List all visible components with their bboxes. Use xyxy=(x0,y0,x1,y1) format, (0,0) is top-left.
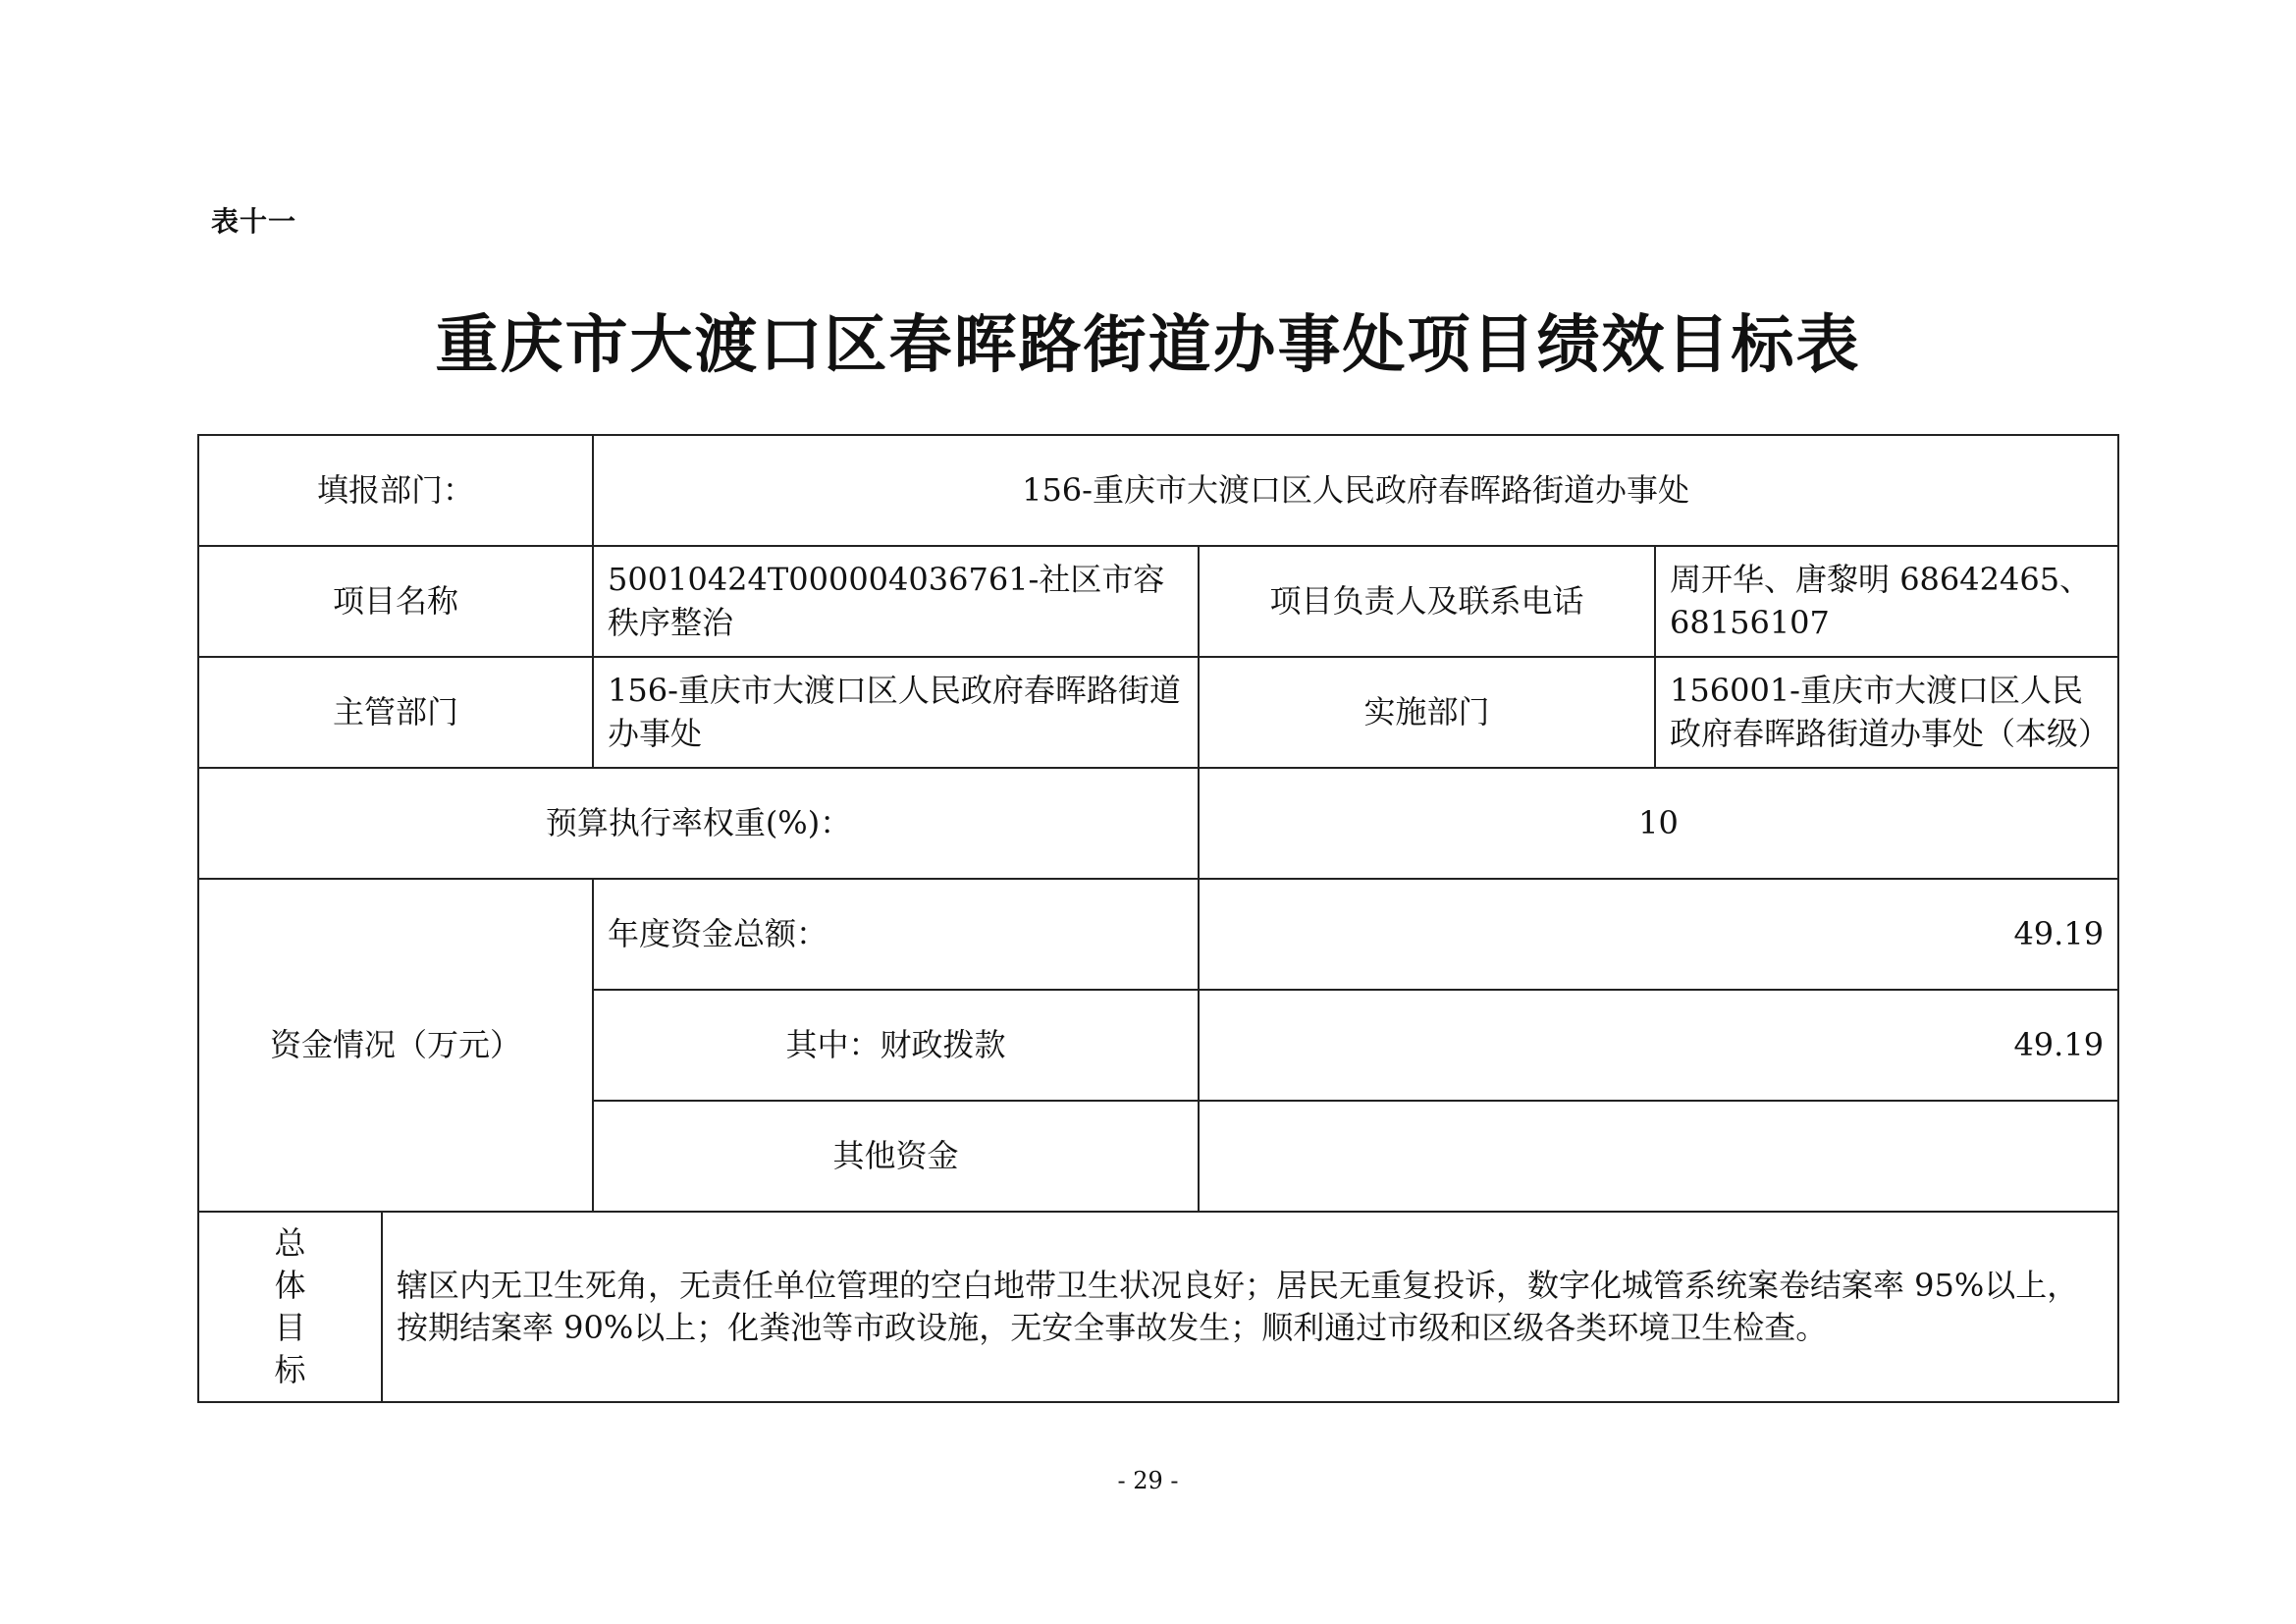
other-funds-value xyxy=(1199,1101,2118,1212)
authority-label: 主管部门 xyxy=(198,657,593,768)
fiscal-label: 其中：财政拨款 xyxy=(593,990,1199,1101)
goal-label-char: 标 xyxy=(274,1351,306,1388)
impl-value: 156001-重庆市大渡口区人民政府春晖路街道办事处（本级） xyxy=(1655,657,2118,768)
goal-label-char: 体 xyxy=(274,1267,306,1304)
table-number: 表十一 xyxy=(211,205,297,238)
other-funds-label: 其他资金 xyxy=(593,1101,1199,1212)
fiscal-value: 49.19 xyxy=(1199,990,2118,1101)
page-title: 重庆市大渡口区春晖路街道办事处项目绩效目标表 xyxy=(435,308,1861,382)
page-number: - 29 - xyxy=(1117,1467,1179,1494)
budget-weight-label: 预算执行率权重(%)： xyxy=(198,768,1199,879)
funds-label: 资金情况（万元） xyxy=(198,879,593,1212)
dept-label: 填报部门： xyxy=(198,435,593,546)
budget-weight-value: 10 xyxy=(1199,768,2118,879)
project-name-label: 项目名称 xyxy=(198,546,593,657)
goal-label xyxy=(198,1212,382,1402)
annual-value: 49.19 xyxy=(1199,879,2118,990)
contact-value: 周开华、唐黎明 68642465、68156107 xyxy=(1655,546,2118,657)
goal-label-char: 目 xyxy=(274,1309,306,1346)
project-name-value: 50010424T000004036761-社区市容秩序整治 xyxy=(593,546,1199,657)
goal-label-char: 总 xyxy=(274,1224,306,1262)
authority-value: 156-重庆市大渡口区人民政府春晖路街道办事处 xyxy=(593,657,1199,768)
dept-value: 156-重庆市大渡口区人民政府春晖路街道办事处 xyxy=(593,435,2118,546)
annual-label: 年度资金总额： xyxy=(593,879,1199,990)
goal-text: 辖区内无卫生死角，无责任单位管理的空白地带卫生状况良好；居民无重复投诉，数字化城管系统案卷结案率 95%以上，按期结案率 90%以上；化粪池等市政设施，无安全事故发生；顺利通过市级和区级各类环境卫生检查。 xyxy=(382,1212,2118,1402)
contact-label: 项目负责人及联系电话 xyxy=(1199,546,1655,657)
performance-table xyxy=(197,434,2119,1403)
impl-label: 实施部门 xyxy=(1199,657,1655,768)
